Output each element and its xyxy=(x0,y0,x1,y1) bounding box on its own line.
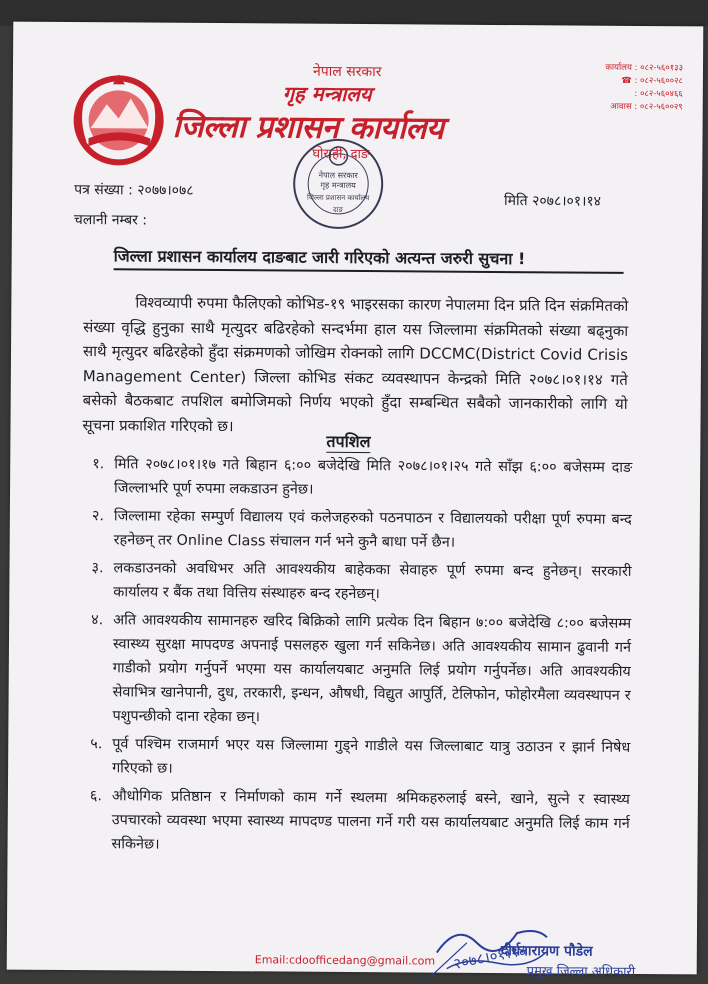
item-number: ४. xyxy=(91,612,104,629)
item-text: लकडाउनको अवधिभर अति आवश्यकीय बाहेकका सेवाहरु पूर्ण रुपमा बन्द हुनेछन्। सरकारी कार्यालय र बैंक तथा वित्तिय संस्थाहरु बन्द रहनेछन्। xyxy=(113,560,632,603)
item-number: १. xyxy=(92,456,105,473)
list-item xyxy=(90,732,630,784)
signature-date: २०७८।०१।१४ xyxy=(451,940,528,974)
ministry-name: गृह मन्त्रालय xyxy=(282,81,372,107)
stamp-line-3: जिल्ला प्रशासन कार्यालय xyxy=(306,193,370,203)
item-text: औधोगिक प्रतिष्ठान र निर्माणको काम गर्ने स्थलमा श्रमिकहरुलाई बस्ने, खाने, सुत्ने र स्वास्थ्य उपचारको व्यवस्था भएमा स्वास्थ्य मापदण्ड पालना गर्ने गरी यस कार्यालयबाट अनुमति लिई काम गर्न सकिनेछ। xyxy=(111,788,630,853)
dispatch-number: चलानी नम्बर : xyxy=(73,212,148,229)
list-item xyxy=(90,608,631,732)
decision-list xyxy=(89,452,632,864)
item-text: मिति २०७८।०१।१७ गते बिहान ६:०० बजेदेखि मिति २०७८।०१।२५ गते साँझ ६:०० बजेसम्म दाङ जिल्लाभरि पूर्ण रुपमा लकडाउन हुनेछ। xyxy=(114,456,633,498)
office-name: जिल्ला प्रशासन कार्यालय xyxy=(172,108,444,147)
nepal-emblem-icon xyxy=(68,68,169,169)
stamp-line-1: नेपाल सरकार xyxy=(318,170,358,181)
item-number: ५. xyxy=(90,736,103,753)
office-stamp-icon xyxy=(290,136,387,233)
item-text: जिल्लामा रहेका सम्पुर्ण विद्यालय एवं कलेजहरुको पठनपाठन र विद्यालयको परीक्षा पूर्ण रुपमा बन्द रहनेछन् तर Online Class संचालन गर्न भने कुनै बाधा पर्ने छैन। xyxy=(113,508,632,551)
reference-number: पत्र संख्या : २०७७।०७८ xyxy=(74,182,194,199)
contact-phone: ☎ : ०८२-५६००२८ xyxy=(621,75,683,87)
list-item xyxy=(89,784,629,860)
item-number: ३. xyxy=(91,560,104,577)
office-location: घोराही, दाङ xyxy=(312,146,370,163)
item-number: २. xyxy=(91,508,104,525)
list-item xyxy=(92,452,632,504)
notice-intro xyxy=(82,290,628,441)
stamp-line-2: गृह मन्त्रालय xyxy=(320,180,356,190)
intro-paragraph: विश्वव्यापी रुपमा फैलिएको कोभिड-१९ भाइरसका कारण नेपालमा दिन प्रति दिन संक्रमितको संख्या वृद्धि हुनुका साथै मृत्युदर बढिरहेको सन्दर्भमा हाल यस जिल्लामा संक्रमितको संख्या बढ्नुका साथै मृत्युदर बढिरहेको हुँदा संक्रमणको जोखिम रोक्नको लागि DCCMC(District Covid Crisis Management Center) जिल्ला कोभिड संकट व्यवस्थापन केन्द्रको मिति २०७८।०१।१४ गते बसेको बैठकबाट तपशिल बमोजिमको निर्णय भएको हुँदा सम्बन्धित सबैको जानकारीको लागि यो सूचना प्रकाशित गरिएको छ। xyxy=(82,293,629,435)
contact-numbers xyxy=(533,61,683,114)
signer-title: प्रमुख जिल्ला अधिकारी xyxy=(526,964,636,980)
section-heading: तपशिल xyxy=(326,431,371,452)
signer-name: दीर्घनारायण पौडेल xyxy=(500,943,593,960)
letter-date: मिति २०७८।०१।१४ xyxy=(504,193,602,210)
government-name: नेपाल सरकार xyxy=(312,63,382,81)
contact-residence: आवास : ०८२-५६००२९ xyxy=(610,101,683,113)
contact-phone-2: : ०८२-५६०४६६ xyxy=(634,88,683,100)
notice-document xyxy=(7,22,704,980)
item-number: ६. xyxy=(89,788,103,805)
list-item xyxy=(91,556,631,608)
office-email: Email:cdoofficedang@gmail.com xyxy=(254,953,436,968)
stamp-line-4: दाङ xyxy=(332,205,344,214)
item-text: अति आवश्यकीय सामानहरु खरिद बिक्रिको लागि प्रत्येक दिन बिहान ७:०० बजेदेखि ८:०० बजेसम्म स्वास्थ्य सुरक्षा मापदण्ड अपनाई पसलहरु खुला गर्न सकिनेछ। अति आवश्यकीय सामान ढुवानी गर्न गाडीको प्रयोग गर्नुपर्ने भएमा यस कार्यालयबाट अनुमति लिई प्रयोग गर्नुपर्नेछ। अति आवश्यकीय सेवाभित्र खानेपानी, दुध, तरकारी, इन्धन, औषधी, विद्युत आपुर्ति, टेलिफोन, फोहोरमैला व्यवस्थापन र पशुपन्छीको दाना रहेका छन्। xyxy=(112,612,632,726)
list-item xyxy=(92,504,632,556)
contact-office: कार्यालय : ०८२-५६०१३३ xyxy=(605,62,684,74)
notice-title: जिल्ला प्रशासन कार्यालय दाङबाट जारी गरिएको अत्यन्त जरुरी सुचना ! xyxy=(114,244,624,274)
item-text: पूर्व पश्चिम राजमार्ग भएर यस जिल्लामा गुड्ने गाडीले यस जिल्लाबाट यात्रु उठाउन र झार्न निषेध गरिएको छ। xyxy=(112,736,631,777)
